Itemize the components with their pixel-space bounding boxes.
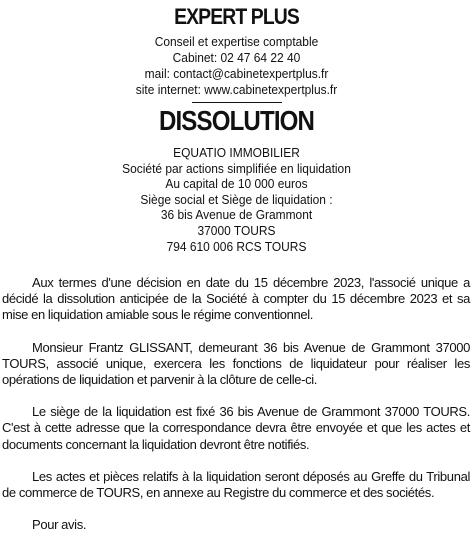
notice-header (0, 4, 473, 254)
company-seat-label: Siège social et Siège de liquidation : (140, 191, 333, 207)
company-street: 36 bis Avenue de Grammont (160, 207, 313, 223)
company-form: Société par actions simplifiée en liquidation (122, 160, 351, 176)
firm-name: EXPERT PLUS (174, 4, 299, 29)
paragraph-filing: Les actes et pièces relatifs à la liquidation seront déposés au Greffe du Tribunal de commerce de TOURS, en annexe au Registre du commerce et des sociétés. (2, 468, 470, 501)
paragraph-liquidator: Monsieur Frantz GLISSANT, demeurant 36 bis Avenue de Grammont 37000 TOURS, associé unique, exercera les fonctions de liquidateur pour réaliser les opérations de liquidation et parvenir à la clôture de celle-ci. (2, 339, 470, 388)
paragraph-seat: Le siège de la liquidation est fixé 36 bis Avenue de Grammont 37000 TOURS. C'est à cette adresse que la correspondance devra être envoyée et que les actes et documents concernant la liquidation devront être notifiés. (2, 404, 470, 452)
company-rcs: 794 610 006 RCS TOURS (166, 238, 307, 254)
paragraph-closing: Pour avis. (32, 517, 87, 533)
firm-phone: Cabinet: 02 47 64 22 40 (172, 50, 301, 65)
paragraph-decision: Aux termes d'une décision en date du 15 décembre 2023, l'associé unique a décidé la dissolution anticipée de la Société à compter du 15 décembre 2023 et sa mise en liquidation amiable sous le régime conventionnel. (2, 275, 470, 323)
company-name: EQUATIO IMMOBILIER (173, 145, 300, 160)
firm-website: site internet: www.cabinetexpertplus.fr (135, 82, 338, 97)
notice-title: DISSOLUTION (158, 105, 315, 136)
firm-email: mail: contact@cabinetexpertplus.fr (144, 66, 329, 81)
notice-body (2, 275, 470, 549)
firm-tagline: Conseil et expertise comptable (154, 34, 319, 49)
company-capital: Au capital de 10 000 euros (165, 176, 308, 192)
company-city: 37000 TOURS (197, 222, 276, 238)
header-divider (192, 102, 282, 103)
company-block (0, 145, 473, 254)
